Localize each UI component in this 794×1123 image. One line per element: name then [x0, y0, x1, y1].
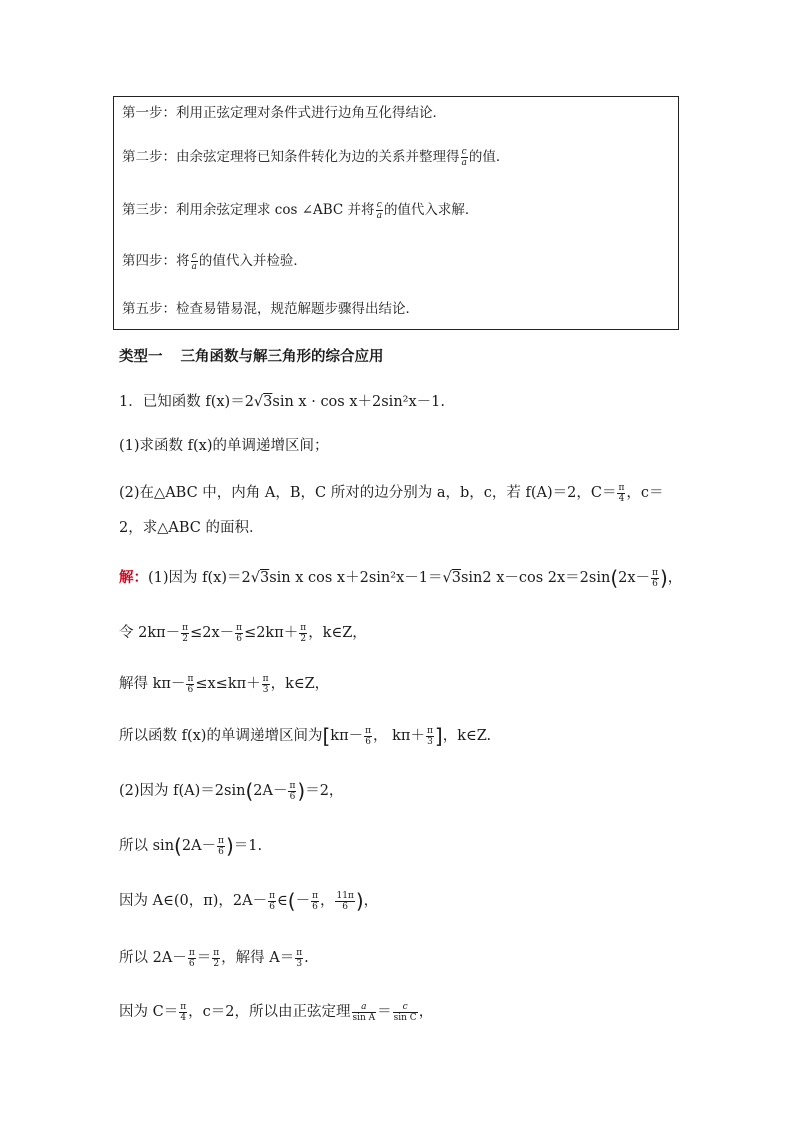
fraction-pi-over-4: $\frac{\pi}{4}$	[180, 1001, 187, 1023]
step-5: 第五步：检查易错易混，规范解题步骤得出结论．	[122, 301, 419, 317]
right-paren: )	[355, 889, 364, 913]
fraction-pi-over-2: $\frac{\pi}{2}$	[300, 622, 307, 644]
fraction-pi-over-3: $\frac{\pi}{3}$	[426, 725, 433, 747]
step-4	[122, 251, 307, 272]
sol-l1-a: (1)因为 f(x)＝2	[148, 570, 251, 586]
sol-l5-c: ＝2，	[305, 783, 344, 799]
sol-l8-c: ，解得 A＝	[221, 950, 295, 966]
type-label: 类型一	[119, 349, 163, 365]
sol-l2-c: ≤2kπ＋	[244, 625, 299, 641]
question-2	[119, 481, 664, 505]
right-paren: )	[297, 779, 306, 803]
sqrt-icon: √	[253, 394, 264, 410]
fraction-pi-over-6: $\frac{\pi}{6}$	[365, 725, 372, 747]
fraction-pi-over-3: $\frac{\pi}{3}$	[262, 673, 269, 695]
sol-l4-b: kπ－	[330, 728, 364, 744]
sol-l4-c: ， kπ＋	[373, 728, 425, 744]
sol-l6-b: 2A－	[181, 838, 217, 854]
solution-line-1	[119, 566, 682, 590]
fraction-pi-over-6: $\frac{\pi}{6}$	[187, 673, 194, 695]
right-paren: )	[225, 834, 234, 858]
solution-line-5	[119, 779, 343, 803]
solution-label: 解：	[119, 570, 148, 586]
sol-l6-a: 所以 sin	[119, 838, 175, 854]
fraction-pi-over-6: $\frac{\pi}{6}$	[218, 835, 224, 857]
stem-text-a: 1．已知函数 f(x)＝2	[119, 394, 254, 410]
step-2	[122, 147, 509, 168]
solution-line-3	[119, 672, 329, 696]
left-paren: (	[245, 779, 254, 803]
right-paren: )	[659, 566, 668, 590]
step-3-text-b: 的值代入求解．	[383, 202, 479, 218]
sqrt-radicand: 3	[263, 394, 273, 410]
sol-l3-b: ≤x≤kπ＋	[195, 676, 261, 692]
sol-l5-b: 2A－	[253, 783, 288, 799]
fraction-pi-over-6: $\frac{\pi}{6}$	[269, 890, 276, 912]
solution-line-7	[119, 889, 378, 913]
sol-l3-c: ，k∈Z，	[270, 676, 330, 692]
sol-l1-f: 2x－	[618, 570, 651, 586]
sol-l1-g: ，	[667, 570, 683, 586]
q2-text-b: ，c＝	[626, 485, 664, 501]
sol-l7-d: ，	[319, 893, 335, 909]
left-bracket: [	[322, 724, 331, 748]
fraction-pi-over-2: $\frac{\pi}{2}$	[182, 622, 189, 644]
fraction-11pi-over-6: $\frac{11\pi}{6}$	[336, 890, 354, 912]
sol-l2-b: ≤2x－	[190, 625, 235, 641]
sqrt-icon: √	[442, 570, 452, 586]
sol-l8-d: .	[304, 950, 309, 966]
sol-l2-a: 令 2kπ－	[119, 625, 181, 641]
solution-line-6	[119, 834, 262, 858]
sol-l8-a: 所以 2A－	[119, 950, 187, 966]
fraction-pi-over-6: $\frac{\pi}{6}$	[188, 947, 195, 969]
fraction-pi-over-4: $\frac{\pi}{4}$	[618, 482, 625, 504]
sol-l2-d: ，k∈Z，	[308, 625, 367, 641]
step-4-text-a: 第四步：将	[122, 253, 190, 269]
step-4-text-b: 的值代入并检验．	[198, 253, 307, 269]
sol-l1-e: sin2 x－cos 2x＝2sin	[460, 570, 611, 586]
step-1: 第一步：利用正弦定理对条件式进行边角互化得结论．	[122, 105, 446, 121]
solution-line-8	[119, 946, 309, 970]
question-1: (1)求函数 f(x)的单调递增区间；	[119, 438, 329, 454]
fraction-a-over-sinA: $\frac{a}{\text{sin A}}$	[352, 1001, 376, 1023]
sqrt-icon: √	[250, 570, 260, 586]
sol-l7-e: ，	[363, 893, 379, 909]
sqrt-radicand: 3	[259, 570, 270, 586]
sol-l5-a: (2)因为 f(A)＝2sin	[119, 783, 246, 799]
sol-l6-c: ＝1.	[233, 838, 263, 854]
sqrt-radicand: 3	[451, 570, 461, 586]
problem-stem	[119, 390, 445, 414]
sol-l4-a: 所以函数 f(x)的单调递增区间为	[119, 728, 323, 744]
step-3	[122, 200, 478, 221]
type-heading	[119, 345, 384, 369]
sol-l7-a: 因为 A∈(0，π)，2A－	[119, 893, 268, 909]
sol-l9-d: ，	[418, 1004, 434, 1020]
sol-l1-c: sin x cos x＋2sin²x－1＝	[269, 570, 443, 586]
solution-line-9	[119, 1000, 433, 1024]
step-2-text-a: 第二步：由余弦定理将已知条件转化为边的关系并整理得	[122, 149, 460, 165]
fraction-pi-over-6: $\frac{\pi}{6}$	[652, 567, 658, 589]
fraction-c-over-sinC: $\frac{c}{\text{sin C}}$	[393, 1001, 417, 1023]
fraction-c-over-a: $\frac{c}{a}$	[461, 147, 467, 168]
left-paren: (	[287, 889, 296, 913]
question-2-cont: 2，求△ABC 的面积．	[119, 520, 264, 536]
left-paren: (	[174, 834, 182, 858]
sol-l9-b: ，c＝2，所以由正弦定理	[188, 1004, 351, 1020]
type-title: 三角函数与解三角形的综合应用	[180, 349, 384, 365]
sol-l7-b: ∈	[277, 893, 288, 909]
sol-l8-b: ＝	[196, 950, 212, 966]
sol-l9-a: 因为 C＝	[119, 1004, 179, 1020]
solution-line-2	[119, 621, 367, 645]
fraction-pi-over-6: $\frac{\pi}{6}$	[236, 622, 243, 644]
step-3-text-a: 第三步：利用余弦定理求 cos ∠ABC 并将	[122, 202, 375, 218]
sol-l4-d: ，k∈Z.	[442, 728, 492, 744]
sol-l3-a: 解得 kπ－	[119, 676, 186, 692]
solution-line-4	[119, 724, 491, 748]
sol-l9-c: ＝	[377, 1004, 392, 1020]
fraction-pi-over-6: $\frac{\pi}{6}$	[289, 780, 296, 802]
fraction-c-over-a: $\frac{c}{a}$	[376, 200, 382, 221]
stem-text-c: sin x · cos x＋2sin²x－1.	[272, 394, 445, 410]
fraction-pi-over-2: $\frac{\pi}{2}$	[213, 947, 220, 969]
steps-box	[113, 96, 679, 330]
right-bracket: ]	[434, 724, 443, 748]
step-2-text-b: 的值．	[468, 149, 510, 165]
fraction-pi-over-3: $\frac{\pi}{3}$	[296, 947, 303, 969]
sol-l7-c: －	[295, 893, 311, 909]
fraction-pi-over-6: $\frac{\pi}{6}$	[312, 890, 318, 912]
left-paren: (	[610, 566, 619, 590]
q2-text-a: (2)在△ABC 中，内角 A，B，C 所对的边分别为 a，b，c，若 f(A)＝2，C＝	[119, 485, 617, 501]
fraction-c-over-a: $\frac{c}{a}$	[191, 251, 197, 272]
